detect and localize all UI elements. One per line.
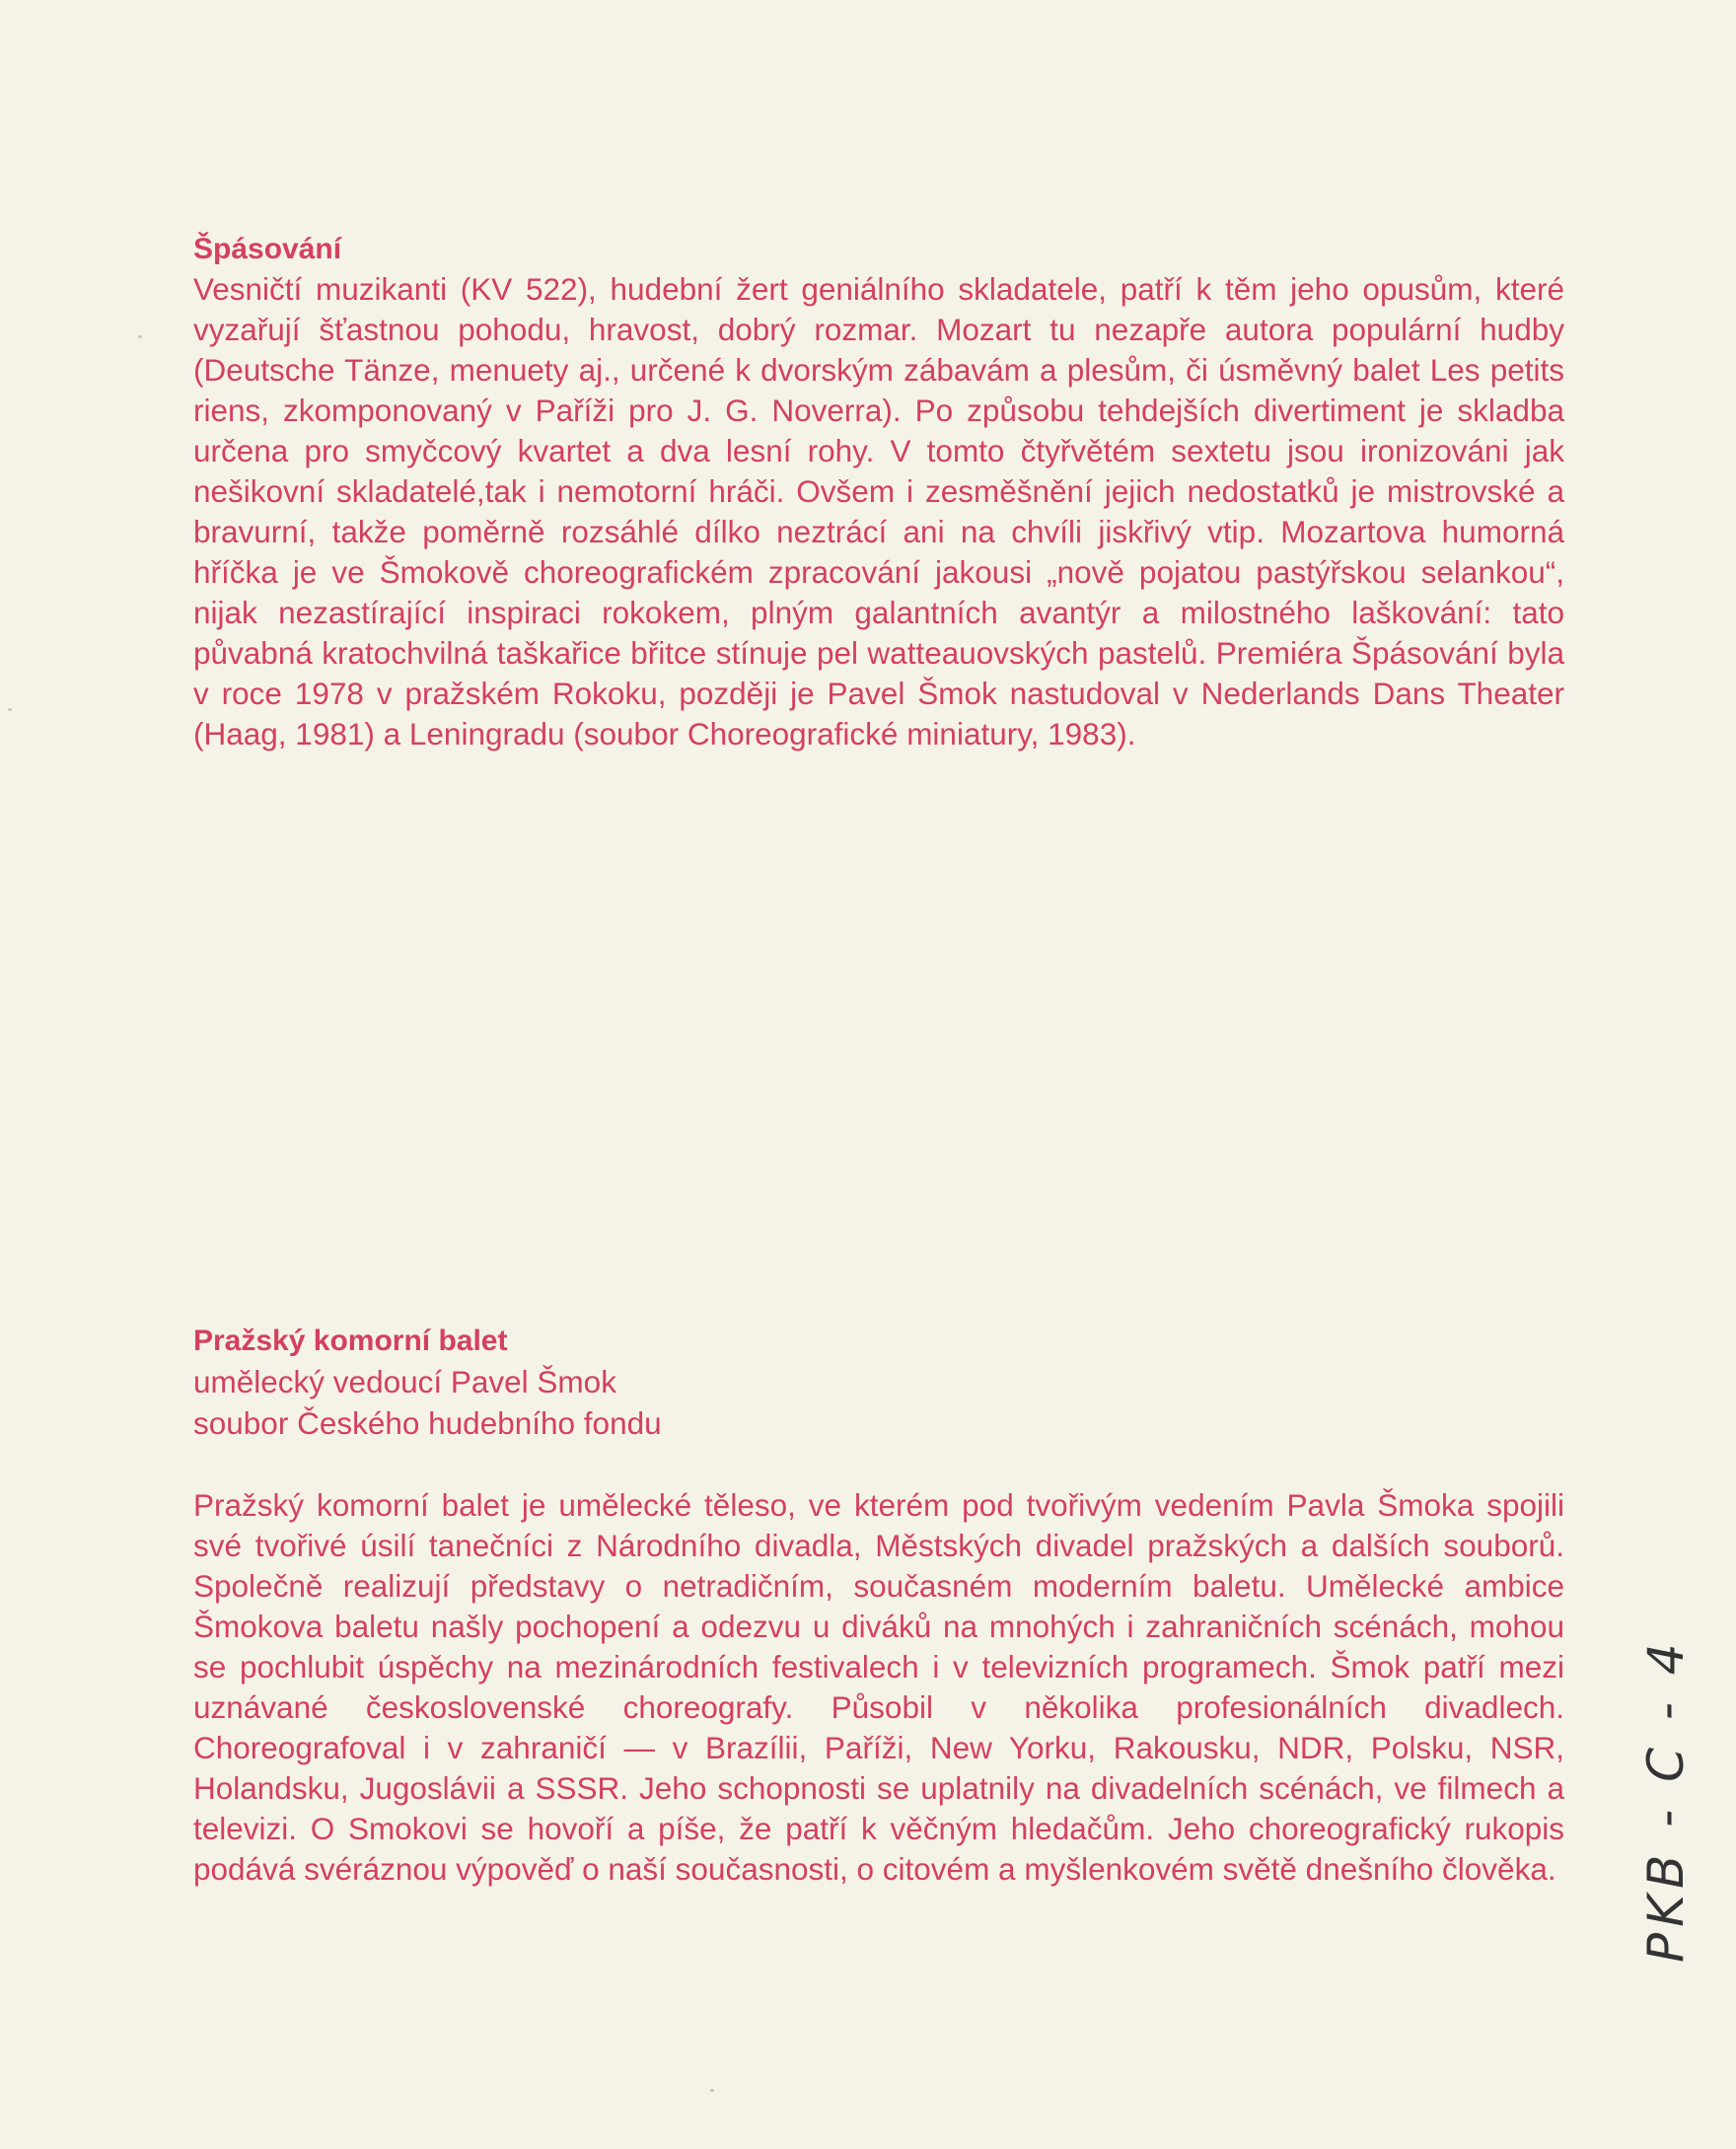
article-subline-ensemble: soubor Českého hudebního fondu (193, 1405, 662, 1441)
article-heading: Pražský komorní balet (193, 1325, 508, 1357)
article-body: Pražský komorní balet je umělecké těleso, ve kterém pod tvořivým vedením Pavla Šmoka spojili své tvořivé úsilí tanečníci z Národního divadla, Městských divadel pražských a dalších souborů. Společně realizují představy o netradičním, současném moderním baletu. Umělecké ambice Šmokova baletu našly pochopení a odezvu u diváků na mnohých i zahraničních scénách, mohou se pochlubit úspěchy na mezinárodních festivalech i v televizních programech. Šmok patří mezi uznávané československé choreografy. Působil v několika profesionálních divadlech. Choreografoval i v zahraničí — v Brazílii, Paříži, New Yorku, Rakousku, NDR, Polsku, NSR, Holandsku, Jugoslávii a SSSR. Jeho schopnosti se uplatnily na divadelních scénách, ve filmech a televizi. O Smokovi se hovoří a píše, že patří k věčným hledačům. Jeho choreografický rukopis podává svéráznou výpověď o naší současnosti, o citovém a myšlenkovém světě dnešního člověka. (193, 1487, 1564, 1887)
article-spasovani (193, 230, 1564, 754)
paper-speck (710, 2089, 714, 2092)
paper-speck (8, 708, 12, 711)
article-subline-director: umělecký vedoucí Pavel Šmok (193, 1364, 616, 1399)
article-heading: Špásování (193, 233, 342, 265)
article-prazsky-komorni-balet (193, 1322, 1564, 1890)
paper-speck (138, 335, 142, 338)
handwritten-archive-code: PKB - C - 4 (1637, 1637, 1695, 1963)
article-body: Vesničtí muzikanti (KV 522), hudební žert geniálního skladatele, patří k těm jeho opusům, které vyzařují šťastnou pohodu, hravost, dobrý rozmar. Mozart tu nezapře autora populární hudby (Deutsche Tänze, menuety aj., určené k dvorským zábavám a plesům, či úsměvný balet Les petits riens, zkomponovaný v Paříži pro J. G. Noverra). Po způsobu tehdejších divertiment je skladba určena pro smyčcový kvartet a dva lesní rohy. V tomto čtyřvětém sextetu jsou ironizováni jak nešikovní skladatelé,tak i nemotorní hráči. Ovšem i zesměšnění jejich nedostatků je mistrovské a bravurní, takže poměrně rozsáhlé dílko neztrácí ani na chvíli jiskřivý vtip. Mozartova humorná hříčka je ve Šmokově choreografickém zpracování jakousi „nově pojatou pastýřskou selankou“, nijak nezastírající inspiraci rokokem, plným galantních avantýr a milostného laškování: tato půvabná kratochvilná taškařice břitce stínuje pel watteauovských pastelů. Premiéra Špásování byla v roce 1978 v pražském Rokoku, později je Pavel Šmok nastudoval v Nederlands Dans Theater (Haag, 1981) a Leningradu (soubor Choreografické miniatury, 1983). (193, 271, 1564, 752)
